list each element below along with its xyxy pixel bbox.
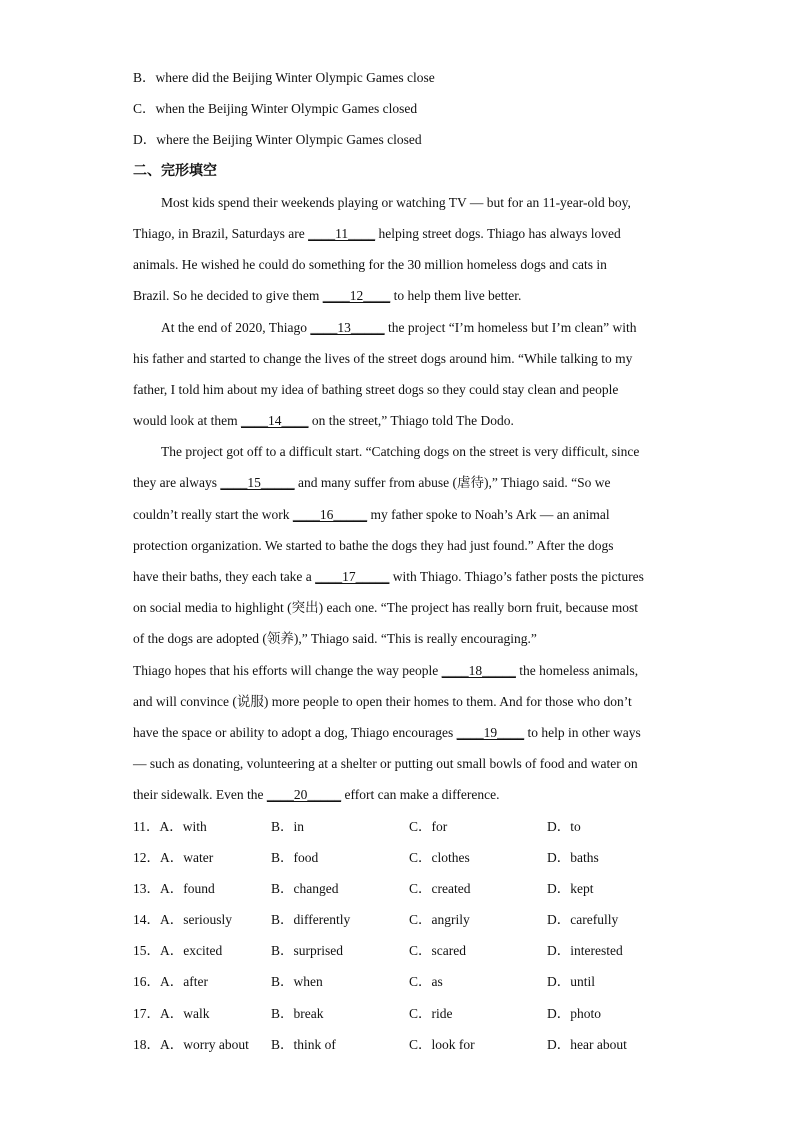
passage-line: The project got off to a difficult start. “Catching dogs on the street is very difficult, since bbox=[161, 444, 640, 460]
prev-option-c: C．when the Beijing Winter Olympic Games closed bbox=[133, 101, 418, 117]
passage-text: my father spoke to Noah’s Ark — an animal bbox=[367, 506, 610, 522]
prev-option-d: D．where the Beijing Winter Olympic Games closed bbox=[133, 132, 422, 148]
passage-line bbox=[133, 280, 663, 311]
blank-18: ____18_____ bbox=[441, 662, 516, 678]
option-b: B．in bbox=[271, 818, 305, 834]
question-row bbox=[133, 966, 663, 997]
passage-line bbox=[133, 467, 663, 498]
passage-line: and will convince (说服) more people to open their homes to them. And for those who don’t bbox=[133, 693, 632, 709]
option-c: C．ride bbox=[409, 1005, 453, 1021]
passage-text: helping street dogs. Thiago has always loved bbox=[375, 225, 621, 241]
option-b: B．break bbox=[271, 1005, 324, 1021]
blank-19: ____19____ bbox=[456, 724, 525, 740]
option-c: C．as bbox=[409, 974, 443, 990]
passage-line bbox=[133, 499, 663, 530]
question-row bbox=[133, 842, 663, 873]
blank-16: ____16_____ bbox=[292, 506, 368, 522]
option-a: 18．A．worry about bbox=[133, 1036, 249, 1052]
passage-line: protection organization. We started to bathe the dogs they had just found.” After the dogs bbox=[133, 537, 614, 553]
option-a: 11．A．with bbox=[133, 818, 207, 834]
question-row bbox=[133, 904, 663, 935]
prev-option-b: B．where did the Beijing Winter Olympic Games close bbox=[133, 70, 435, 85]
passage-text: the project “I’m homeless but I’m clean” with bbox=[384, 319, 637, 335]
blank-14: ____14____ bbox=[241, 413, 309, 429]
question-row bbox=[133, 811, 663, 842]
passage-text: the homeless animals, bbox=[515, 662, 639, 678]
passage-line: on social media to highlight (突出) each one. “The project has really born fruit, because most bbox=[133, 600, 638, 616]
passage-text: their sidewalk. Even the bbox=[133, 787, 267, 803]
option-d: D．until bbox=[547, 974, 596, 990]
passage-line bbox=[133, 561, 663, 592]
option-a: 17．A．walk bbox=[133, 1005, 210, 1021]
option-d: D．interested bbox=[547, 943, 623, 959]
passage-text: effort can make a difference. bbox=[341, 787, 500, 803]
option-b: B．think of bbox=[271, 1036, 336, 1052]
passage-line bbox=[133, 405, 663, 436]
question-row bbox=[133, 935, 663, 966]
blank-13: ____13_____ bbox=[310, 319, 385, 335]
passage-line bbox=[133, 717, 663, 748]
option-b: B．when bbox=[271, 974, 323, 990]
blank-20: ____20_____ bbox=[266, 787, 342, 803]
passage-line: father, I told him about my idea of bathing street dogs so they could stay clean and people bbox=[133, 381, 619, 397]
option-a: 15．A．excited bbox=[133, 943, 223, 959]
passage-text: to help them live better. bbox=[390, 288, 522, 304]
passage-text: they are always bbox=[133, 475, 221, 491]
option-c: C．clothes bbox=[409, 849, 470, 865]
passage-text: Thiago, in Brazil, Saturdays are bbox=[133, 225, 309, 241]
passage-text: At the end of 2020, Thiago bbox=[161, 319, 311, 335]
option-d: D．kept bbox=[547, 880, 594, 896]
option-a: 13．A．found bbox=[133, 880, 215, 896]
option-a: 16．A．after bbox=[133, 974, 208, 990]
passage-text: couldn’t really start the work bbox=[133, 506, 293, 522]
option-c: C．created bbox=[409, 880, 471, 896]
option-d: D．carefully bbox=[547, 912, 619, 928]
passage-text: have their baths, they each take a bbox=[133, 569, 316, 584]
passage-line bbox=[133, 312, 663, 343]
option-d: D．baths bbox=[547, 849, 599, 865]
question-row bbox=[133, 998, 663, 1029]
passage-text: Thiago hopes that his efforts will change the way people bbox=[133, 662, 442, 678]
option-b: B．differently bbox=[271, 912, 351, 928]
blank-12: ____12____ bbox=[322, 288, 391, 304]
passage-text: and many suffer from abuse (虐待),” Thiago said. “So we bbox=[294, 475, 611, 491]
passage-line bbox=[133, 655, 663, 686]
passage-line: his father and started to change the lives of the street dogs around him. “While talking to my bbox=[133, 350, 633, 366]
option-a: 14．A．seriously bbox=[133, 912, 232, 928]
passage-text: Brazil. So he decided to give them bbox=[133, 288, 323, 304]
question-row bbox=[133, 1029, 663, 1060]
option-c: C．for bbox=[409, 818, 448, 834]
passage-text: would look at them bbox=[133, 413, 241, 429]
blank-15: ____15_____ bbox=[220, 475, 295, 491]
option-c: C．look for bbox=[409, 1036, 475, 1052]
passage-line: Most kids spend their weekends playing or watching TV — but for an 11-year-old boy, bbox=[161, 194, 631, 210]
option-d: D．to bbox=[547, 818, 581, 834]
passage-line: of the dogs are adopted (领养),” Thiago said. “This is really encouraging.” bbox=[133, 631, 537, 647]
passage-text: to help in other ways bbox=[524, 724, 641, 740]
passage-line bbox=[133, 779, 663, 810]
option-a: 12．A．water bbox=[133, 849, 214, 865]
passage-text: with Thiago. Thiago’s father posts the pictures bbox=[389, 569, 644, 584]
section-title: 二、完形填空 bbox=[133, 162, 217, 179]
option-b: B．changed bbox=[271, 880, 339, 896]
option-b: B．food bbox=[271, 849, 319, 865]
passage-line: animals. He wished he could do something for the 30 million homeless dogs and cats in bbox=[133, 257, 607, 273]
option-d: D．hear about bbox=[547, 1036, 627, 1052]
blank-17: ____17_____ bbox=[315, 569, 390, 584]
passage-line: — such as donating, volunteering at a shelter or putting out small bowls of food and water on bbox=[133, 756, 638, 772]
option-c: C．scared bbox=[409, 943, 466, 959]
option-b: B．surprised bbox=[271, 943, 343, 959]
question-row bbox=[133, 873, 663, 904]
passage-text: on the street,” Thiago told The Dodo. bbox=[308, 413, 514, 429]
option-d: D．photo bbox=[547, 1005, 601, 1021]
blank-11: ____11____ bbox=[308, 225, 376, 241]
passage-line bbox=[133, 218, 663, 249]
option-c: C．angrily bbox=[409, 912, 470, 928]
passage-text: have the space or ability to adopt a dog, Thiago encourages bbox=[133, 724, 457, 740]
document-page bbox=[133, 62, 663, 1060]
